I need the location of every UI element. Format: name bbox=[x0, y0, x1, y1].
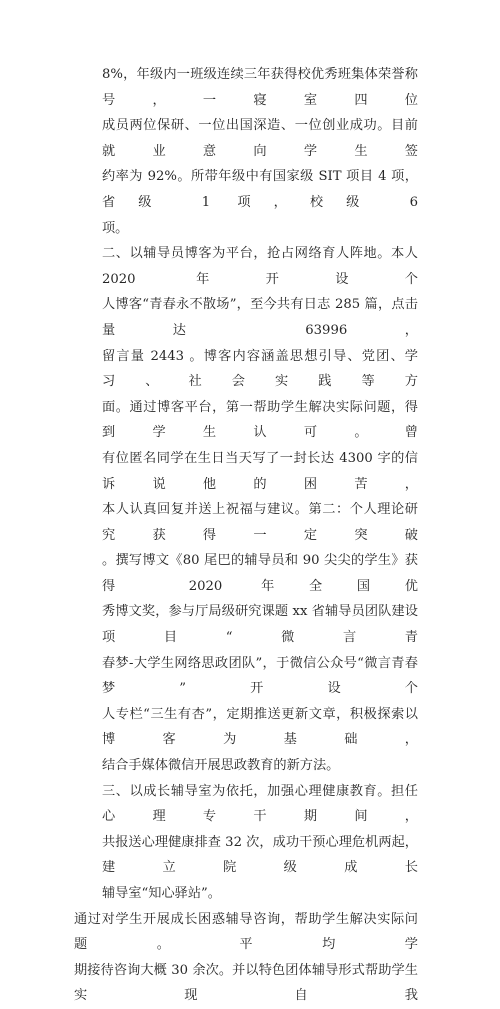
text-line: 人博客“青春永不散场”，至今共有日志 285 篇，点击量达 63996， bbox=[102, 297, 418, 338]
text-line: 成员两位保研、一位出国深造、一位创业成功。目前就业意向学生签 bbox=[102, 118, 418, 159]
text-line: 有位匿名同学在生日当天写了一封长达 4300 字的信诉说他的困苦， bbox=[102, 450, 418, 492]
text-line: 人专栏“三生有杏”，定期推送更新文章，积极探索以博客为基础， bbox=[102, 706, 418, 748]
text-line: 项。 bbox=[102, 220, 129, 236]
text-line: 面。通过博客平台，第一帮助学生解决实际问题，得到学生认可。曾 bbox=[102, 399, 418, 441]
text-line: 共报送心理健康排查 32 次，成功干预心理危机两起，建立院级成长 bbox=[102, 834, 418, 876]
text-line: 约率为 92%。所带年级中有国家级 SIT 项目 4 项，省级 1 项，校级 6 bbox=[102, 169, 418, 210]
document-body bbox=[74, 62, 418, 1009]
text-line: 辅导室“知心驿站”。 bbox=[102, 886, 221, 901]
text-line: 结合手媒体微信开展思政教育的新方法。 bbox=[102, 758, 340, 774]
text-line: 通过对学生开展成长困惑辅导咨询，帮助学生解决实际问题。平均学 bbox=[74, 911, 418, 953]
text-line: 期接待咨询大概 30 余次。并以特色团体辅导形式帮助学生实现自我 bbox=[74, 962, 418, 1004]
text-line: 二、以辅导员博客为平台，抢占网络育人阵地。本人 2020 年开设个 bbox=[102, 246, 418, 287]
text-line: 。撰写博文《80 尾巴的辅导员和 90 尖尖的学生》获得 2020 年全国优 bbox=[102, 553, 418, 594]
text-line: 本人认真回复并送上祝福与建议。第二：个人理论研究获得一定突破 bbox=[102, 502, 418, 543]
text-line: 秀博文奖，参与厅局级研究课题 xx 省辅导员团队建设项目“微言青 bbox=[102, 604, 418, 646]
text-line: 三、以成长辅导室为依托，加强心理健康教育。担任心理专干期间， bbox=[102, 783, 418, 825]
text-line: 春梦-大学生网络思政团队”，于微信公众号“微言青春梦”开设个 bbox=[102, 655, 418, 697]
text-line: 8%，年级内一班级连续三年获得校优秀班集体荣誉称号，一寝室四位 bbox=[102, 67, 418, 108]
text-line: 留言量 2443 。博客内容涵盖思想引导、党团、学习、社会实践等方 bbox=[102, 348, 418, 390]
